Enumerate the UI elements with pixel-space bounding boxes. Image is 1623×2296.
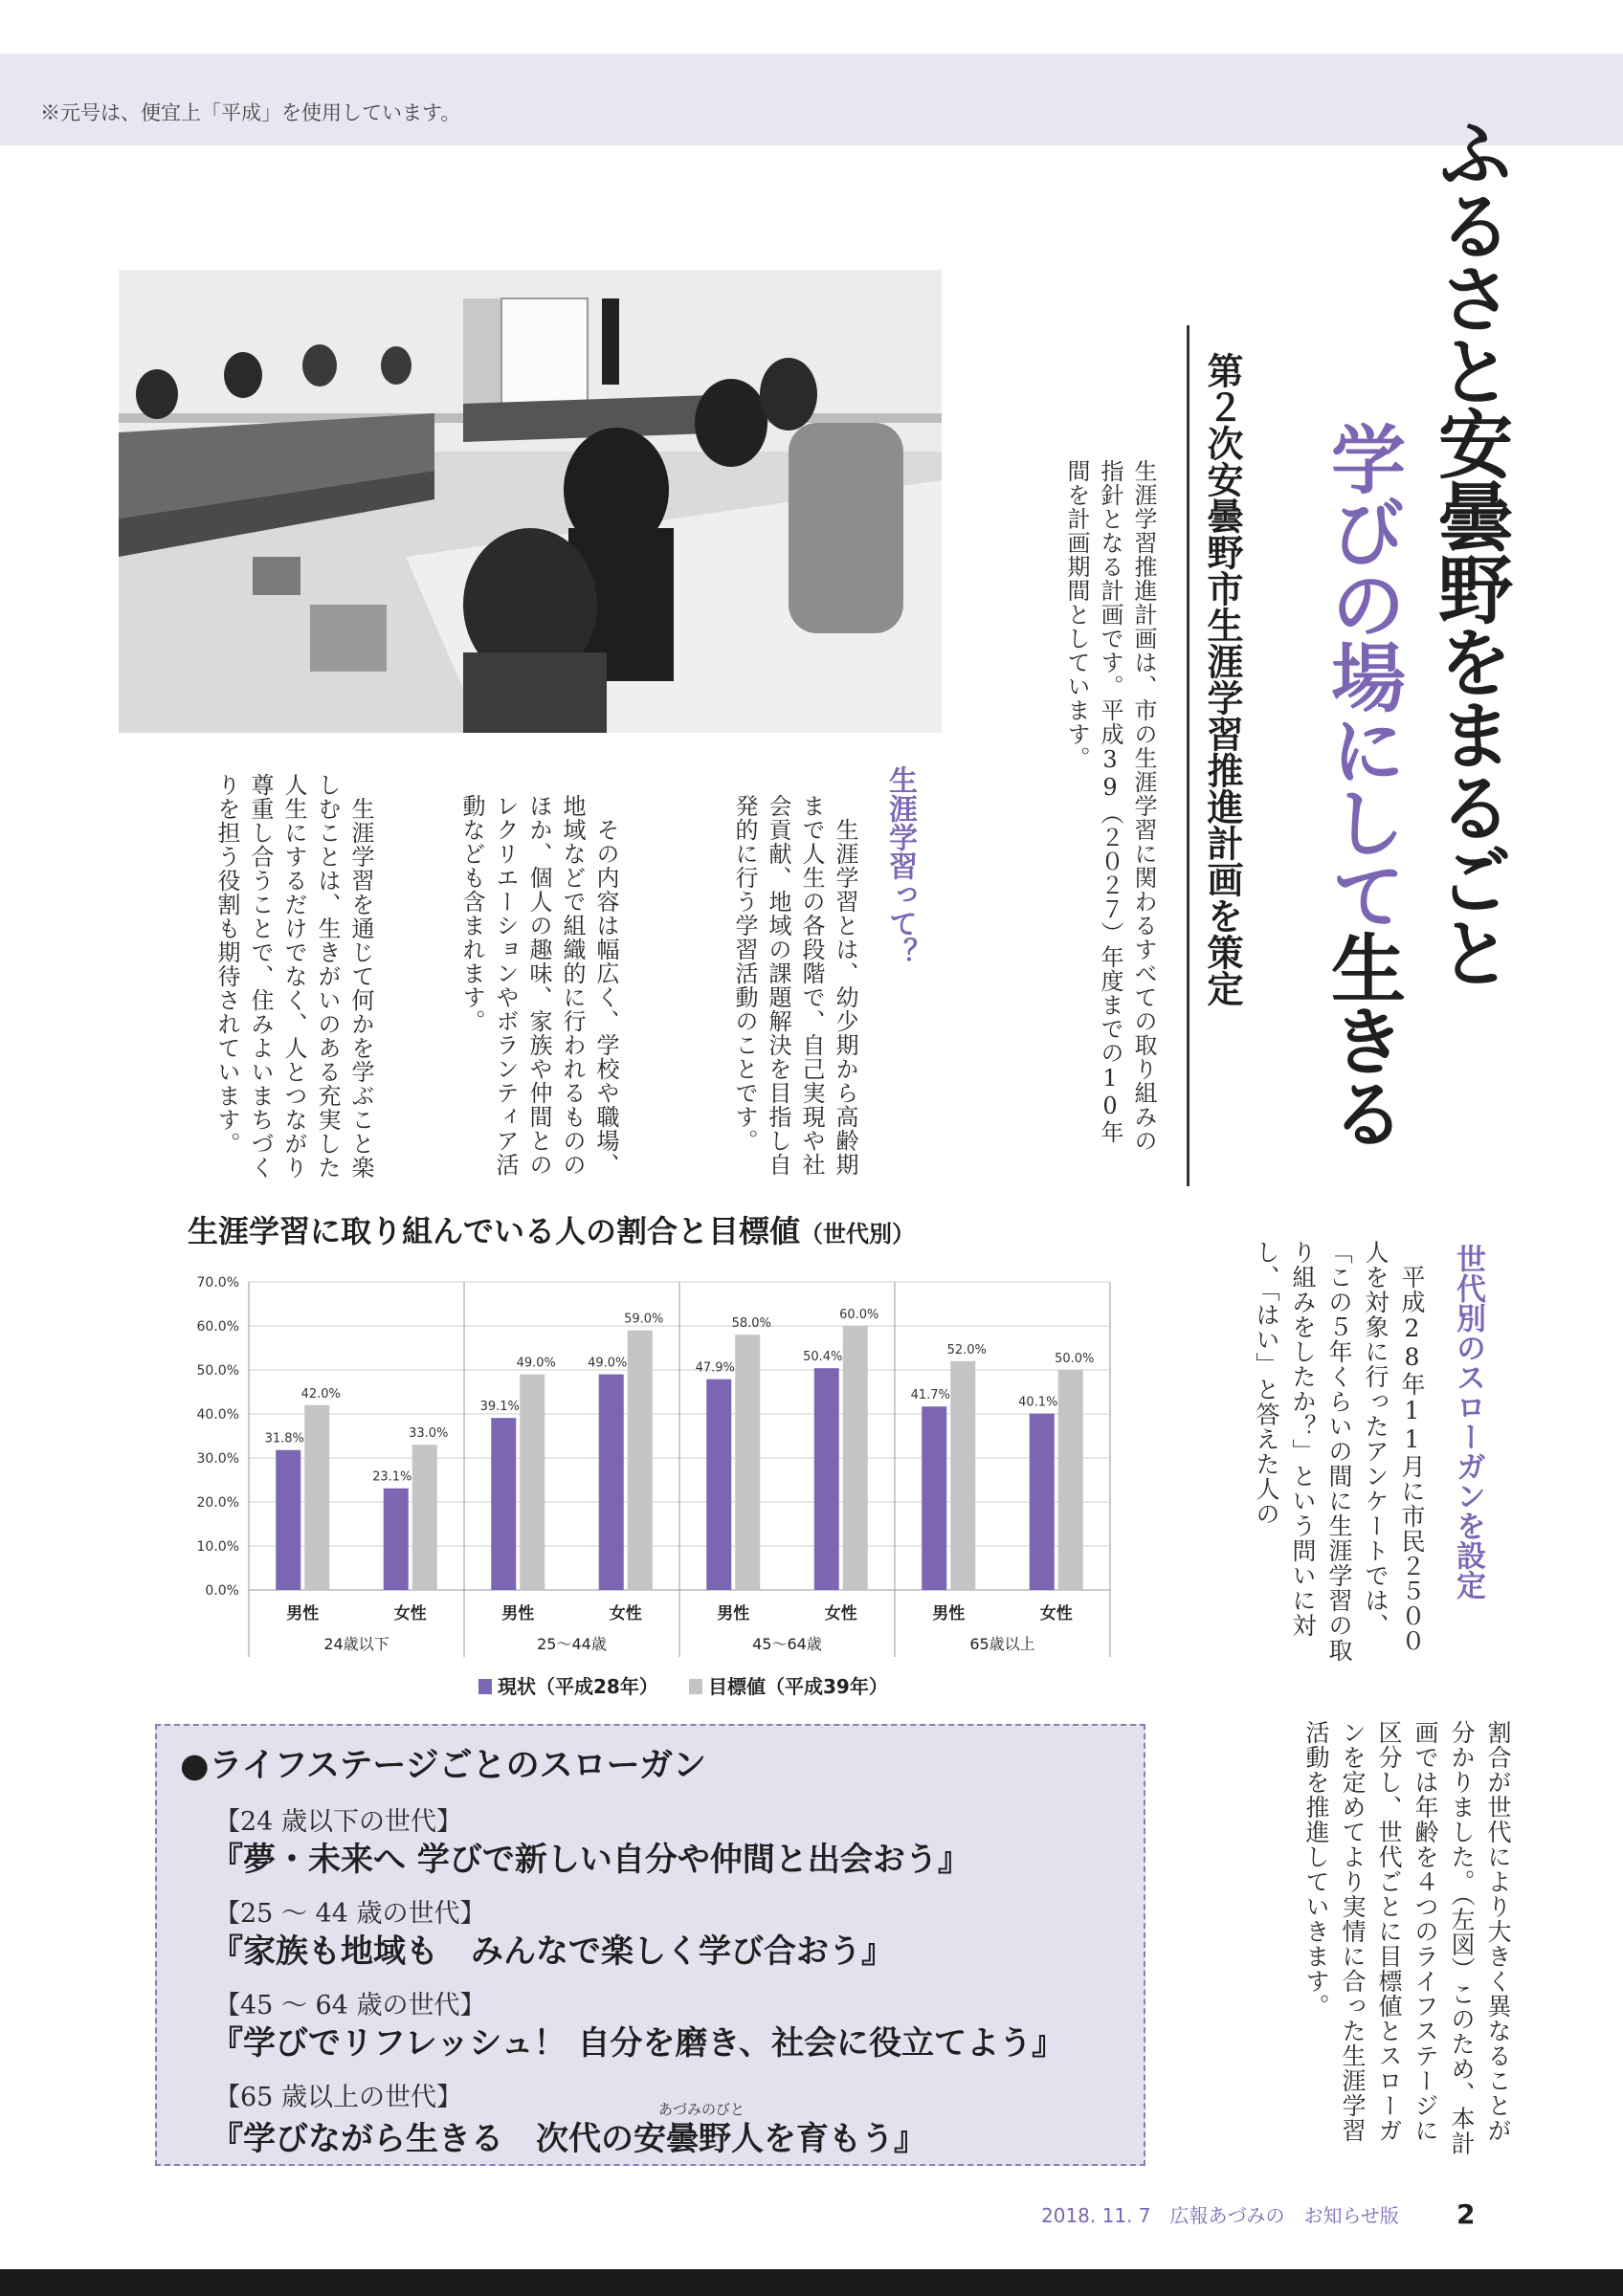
chart-data-label-target: 58.0% (731, 1316, 771, 1332)
chart-legend-swatch (478, 1679, 492, 1694)
slogan-ruby: あづみのびと (658, 2101, 745, 2118)
chart-data-label-current: 50.4% (803, 1350, 843, 1365)
chart-category-label: 女性 (1039, 1604, 1073, 1623)
slogan-box (155, 1724, 1145, 2166)
chart-data-label-current: 39.1% (479, 1400, 520, 1415)
main-title-line2-purple: 学びの場にして (1319, 421, 1405, 930)
chart-data-label-target: 59.0% (624, 1312, 664, 1327)
chart-category-label: 男性 (717, 1604, 750, 1623)
chart-bar-current (706, 1380, 731, 1590)
chart-ytick-label: 60.0% (196, 1319, 239, 1335)
chart-ytick-label: 20.0% (196, 1495, 239, 1511)
chart-ytick-label: 10.0% (196, 1539, 239, 1555)
chart-category-label: 女性 (393, 1604, 427, 1623)
chart-bar-current (814, 1368, 839, 1590)
subtitle-rule (1187, 325, 1189, 1186)
chart-legend-label: 目標値（平成39年） (708, 1675, 888, 1698)
chart-group-label: 24歳以下 (323, 1635, 389, 1653)
slogan-age-2: 【25 ～ 44 歳の世代】 (214, 1899, 486, 1929)
chart-category-label: 男性 (932, 1604, 966, 1623)
era-note: ※元号は、便宜上「平成」を使用しています。 (40, 101, 461, 124)
top-note-band (0, 54, 1623, 145)
chart-ytick-label: 70.0% (196, 1275, 239, 1291)
lifelong-learning-p3: 生涯学習を通じて何かを学ぶこと楽しむことは、生きがいのある充実した人生にするだけでなく、人とつながり尊重し合うことで、住みよいまちづくりを担う役割も期待されています。 (213, 773, 374, 1180)
chart-data-label-current: 47.9% (695, 1360, 735, 1376)
chart-data-label-target: 50.0% (1055, 1352, 1095, 1366)
workshop-photo-image (119, 270, 942, 733)
main-title-line2 (1319, 421, 1405, 1205)
generation-slogan-p1: 平成28年11月に市民２５００人を対象に行ったアンケートでは、「この５年くらいの間に生涯学習の取り組みをしたか？」という問いに対し、「はい」と答えた人の (1253, 1240, 1426, 1663)
chart-data-label-current: 41.7% (910, 1388, 950, 1403)
slogan-age-3: 【45 ～ 64 歳の世代】 (214, 1991, 486, 2020)
chart-legend-label: 現状（平成28年） (498, 1675, 658, 1698)
chart-group-label: 65歳以上 (969, 1635, 1035, 1653)
chart-category-label: 女性 (609, 1604, 642, 1623)
lifelong-learning-heading: 生涯学習って？ (883, 765, 917, 966)
chart-title-sub: （世代別） (800, 1221, 916, 1247)
chart-bar-target (412, 1445, 437, 1590)
chart-bar-target (735, 1335, 760, 1590)
chart-data-label-current: 49.0% (588, 1356, 628, 1371)
chart-bar-current (276, 1450, 300, 1590)
slogan-text-1: 『夢・未来へ 学びで新しい自分や仲間と出会おう』 (211, 1841, 970, 1879)
chart-bar-current (384, 1489, 409, 1590)
main-title-line2-dark: 生きる (1319, 930, 1405, 1148)
chart-bar-current (491, 1418, 516, 1590)
chart-bar-current (599, 1375, 624, 1590)
slogan-box-heading: ●ライフステージごとのスローガン (180, 1747, 706, 1785)
subtitle: 第２次安曇野市生涯学習推進計画を策定 (1201, 352, 1243, 1006)
chart-bar-target (843, 1326, 868, 1590)
chart-data-label-current: 40.1% (1018, 1395, 1058, 1410)
generation-slogan-heading: 世代別のスローガンを設定 (1451, 1244, 1485, 1600)
chart-data-label-target: 49.0% (516, 1356, 556, 1371)
slogan-age-1: 【24 歳以下の世代】 (214, 1807, 462, 1837)
chart-group-label: 25～44歳 (537, 1635, 607, 1653)
footer-issue: 2018. 11. 7 広報あづみの お知らせ版 (1041, 2204, 1399, 2227)
chart-title-main: 生涯学習に取り組んでいる人の割合と目標値 (188, 1213, 801, 1249)
chart-bar-target (628, 1331, 653, 1590)
intro-paragraph: 生涯学習推進計画は、市の生涯学習に関わるすべての取り組みの指針となる計画です。平成39（２０２７）年度までの10年間を計画期間としています。 (1063, 459, 1157, 1153)
chart-ytick-label: 30.0% (196, 1451, 239, 1467)
chart-data-label-target: 42.0% (300, 1386, 341, 1402)
bar-chart (172, 1253, 1129, 1732)
chart-category-label: 男性 (501, 1604, 535, 1623)
chart-title (188, 1207, 915, 1251)
chart-bar-current (1030, 1414, 1055, 1590)
chart-bar-target (520, 1375, 545, 1590)
slogan-text-3: 『学びでリフレッシュ！ 自分を磨き、社会に役立てよう』 (211, 2024, 1065, 2063)
chart-legend-swatch (689, 1679, 702, 1694)
chart-bar-target (1058, 1370, 1083, 1590)
page-number: 2 (1456, 2198, 1476, 2230)
chart-group-label: 45～64歳 (752, 1635, 822, 1653)
chart-ytick-label: 40.0% (196, 1407, 239, 1423)
chart-data-label-target: 33.0% (409, 1426, 449, 1442)
chart-data-label-target: 52.0% (946, 1342, 987, 1358)
chart-bar-current (922, 1406, 946, 1590)
lifelong-learning-p2: その内容は幅広く、学校や職場、地域などで組織的に行われるもののほか、個人の趣味、家族や仲間とのレクリエーションやボランティア活動なども含まれます。 (458, 794, 619, 1177)
chart-bar-target (304, 1405, 329, 1590)
lifelong-learning-p1: 生涯学習とは、幼少期から高齢期まで人生の各段階で、自己実現や社会貢献、地域の課題解決を目指し自発的に行う学習活動のことです。 (731, 794, 858, 1177)
slogan-age-4: 【65 歳以上の世代】 (214, 2083, 462, 2112)
chart-data-label-current: 31.8% (264, 1431, 304, 1446)
chart-bar-target (950, 1361, 975, 1590)
chart-category-label: 男性 (286, 1604, 320, 1623)
chart-category-label: 女性 (824, 1604, 857, 1623)
generation-slogan-p2: 割合が世代により大きく異なることが分かりました。（左図）このため、本計画では年齢を４つのライフステージに区分し、世代ごとに目標値とスローガンを定めてより実情に合った生涯学習活動を推進していきます。 (1302, 1720, 1512, 2156)
slogan-text-4: 『学びながら生きる 次代の安曇野人を育もう』 (211, 2120, 926, 2158)
chart-data-label-current: 23.1% (372, 1469, 412, 1485)
slogan-text-2: 『家族も地域も みんなで楽しく学び合おう』 (211, 1932, 894, 1971)
main-title-line1: ふるさと安曇野をまるごと (1426, 115, 1512, 987)
chart-ytick-label: 50.0% (196, 1363, 239, 1379)
chart-data-label-target: 60.0% (839, 1308, 879, 1322)
workshop-photo (119, 270, 942, 733)
bottom-band (0, 2269, 1623, 2296)
chart-ytick-label: 0.0% (205, 1583, 239, 1599)
